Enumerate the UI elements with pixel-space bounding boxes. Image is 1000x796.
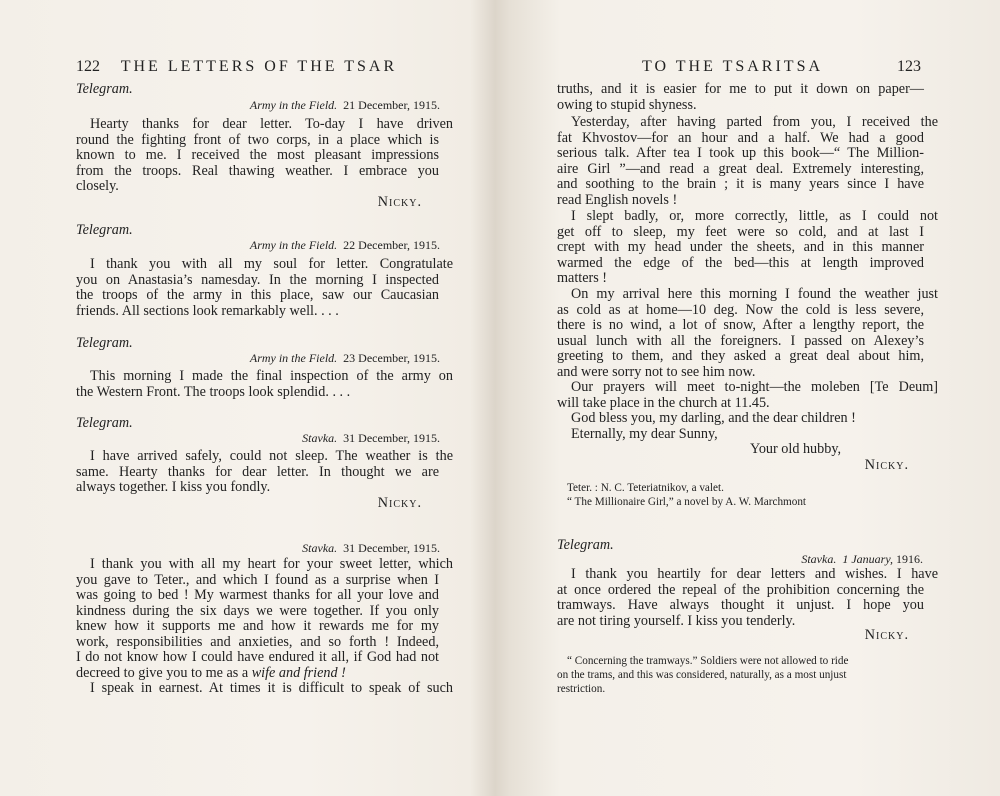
body-line: you gave to Teter., and which I found as a surprise when I [76, 571, 439, 588]
body-line: the Western Front. The troops look splendid. . . . [76, 383, 351, 400]
body-line: there is no wind, a lot of snow, After a lengthy report, the [557, 317, 924, 333]
body-line: fat Khvostov—for an hour and a half. We had a good [557, 129, 924, 146]
body-line: and were sorry not to see him now. [557, 363, 756, 380]
dateline: Army in the Field. 23 December, 1915. [249, 351, 440, 365]
body-line: knew how it supports me and how it rewards me for my [76, 618, 439, 634]
running-head-right: TO THE TSARITSA [642, 58, 824, 75]
body-line: Our prayers will meet to-night—the moleben [Te Deum] [571, 379, 938, 395]
body-line: I slept badly, or, more correctly, little, as I could not [571, 208, 938, 224]
body-line: I have arrived safely, could not sleep. The weather is the [90, 448, 453, 464]
body-line: usual lunch with all the foreigners. I passed on Alexey’s [557, 332, 924, 349]
telegram-label: Telegram. [557, 537, 614, 553]
body-line: was going to bed ! My warmest thanks for all your love and [76, 587, 439, 603]
body-line: I do not know how I could have endured it all, if God had not [76, 649, 439, 665]
body-line: greeting to them, and they asked a great deal about him, [557, 348, 924, 364]
body-line: Hearty thanks for dear letter. To-day I have driven [90, 116, 453, 132]
body-line: you on Anastasia’s namesday. In the morning I inspected [76, 271, 439, 288]
page-number-right: 123 [897, 58, 921, 75]
dateline: Stavka. 1 January, 1916. [801, 552, 923, 566]
body-line: work, responsibilities and anxieties, and so forth ! Indeed, [76, 633, 439, 650]
running-head-left: THE LETTERS OF THE TSAR [120, 58, 398, 75]
body-line: known to me. I received the most pleasant impressions [76, 147, 439, 163]
body-line: crept with my head under the sheets, and in this manner [557, 239, 924, 255]
body-line: truths, and it is easier for me to put it down on paper— [557, 81, 924, 97]
signature: Nicky. [377, 194, 422, 210]
body-line: from the troops. Real thawing weather. I embrace you [76, 162, 439, 179]
body-line: always together. I kiss you fondly. [76, 479, 271, 495]
footnote: on the trams, and this was considered, naturally, as a most unjust [557, 669, 847, 681]
telegram-label: Telegram. [76, 335, 133, 351]
body-line: friends. All sections look remarkably well. . . . [76, 302, 339, 319]
body-line: are not tiring yourself. I kiss you tenderly. [557, 612, 796, 629]
body-line: God bless you, my darling, and the dear children ! [571, 410, 856, 426]
body-line: the troops of the army in this place, saw our Caucasian [76, 287, 439, 303]
body-line: read English novels ! [557, 191, 678, 208]
footnote: Teter. : N. C. Teteriatnikov, a valet. [567, 482, 724, 494]
body-line: Eternally, my dear Sunny, [571, 425, 718, 442]
telegram-label: Telegram. [76, 222, 133, 238]
body-line: closely. [76, 178, 119, 194]
dateline: Stavka. 31 December, 1915. [302, 431, 440, 445]
body-line: same. Hearty thanks for dear letter. In thought we are [76, 463, 439, 480]
footnote: “ The Millionaire Girl,” a novel by A. W. Marchmont [567, 496, 807, 508]
dateline: Army in the Field. 22 December, 1915. [249, 238, 440, 252]
telegram-label: Telegram. [76, 415, 133, 431]
body-line: On my arrival here this morning I found the weather just [571, 286, 938, 302]
body-line: tramways. Have always thought it unjust. I hope you [557, 597, 924, 613]
body-line: get off to sleep, my feet were so cold, and at last I [557, 223, 924, 240]
closing: Your old hubby, [750, 441, 842, 457]
body-line: decreed to give you to me as a wife and friend ! [76, 664, 346, 681]
body-line: matters ! [557, 270, 608, 286]
body-line: warmed the edge of the bed—this at length improved [557, 254, 924, 271]
footnote: restriction. [557, 683, 606, 695]
body-line: as cold as at home—10 deg. Now the cold is less severe, [557, 301, 924, 318]
body-line: will take place in the church at 11.45. [557, 394, 770, 411]
body-line: I thank you with all my heart for your sweet letter, which [90, 556, 453, 572]
page-number-left: 122 [76, 58, 100, 75]
left-running-head [76, 58, 397, 76]
footnote: “ Concerning the tramways.” Soldiers were not allowed to ride [567, 655, 849, 667]
left-page [0, 0, 495, 796]
telegram-label: Telegram. [76, 81, 133, 97]
body-line: and soothing to the brain ; it is many years since I have [557, 176, 924, 192]
body-line: This morning I made the final inspection of the army on [90, 368, 453, 384]
body-line: I thank you with all my soul for letter. Congratulate [90, 256, 453, 272]
right-running-head [642, 58, 823, 76]
right-page [505, 0, 1000, 796]
body-line: owing to stupid shyness. [557, 96, 697, 113]
body-line: round the fighting front of two corps, in a place which is [76, 131, 439, 148]
body-line: kindness during the six days we were together. If you only [76, 602, 439, 619]
signature: Nicky. [864, 627, 909, 643]
dateline: Army in the Field. 21 December, 1915. [249, 98, 440, 112]
signature: Nicky. [864, 456, 909, 473]
dateline: Stavka. 31 December, 1915. [302, 541, 440, 555]
body-line: aire Girl ”—and read a great deal. Extremely interesting, [557, 160, 924, 177]
body-line: at once ordered the repeal of the prohibition concerning the [557, 581, 924, 598]
body-line: I thank you heartily for dear letters and wishes. I have [571, 566, 938, 582]
body-line: Yesterday, after having parted from you, I received the [571, 114, 938, 130]
body-line: I speak in earnest. At times it is difficult to speak of such [90, 680, 453, 696]
body-line: serious talk. After tea I took up this book—“ The Million- [557, 145, 924, 161]
signature: Nicky. [377, 495, 422, 511]
